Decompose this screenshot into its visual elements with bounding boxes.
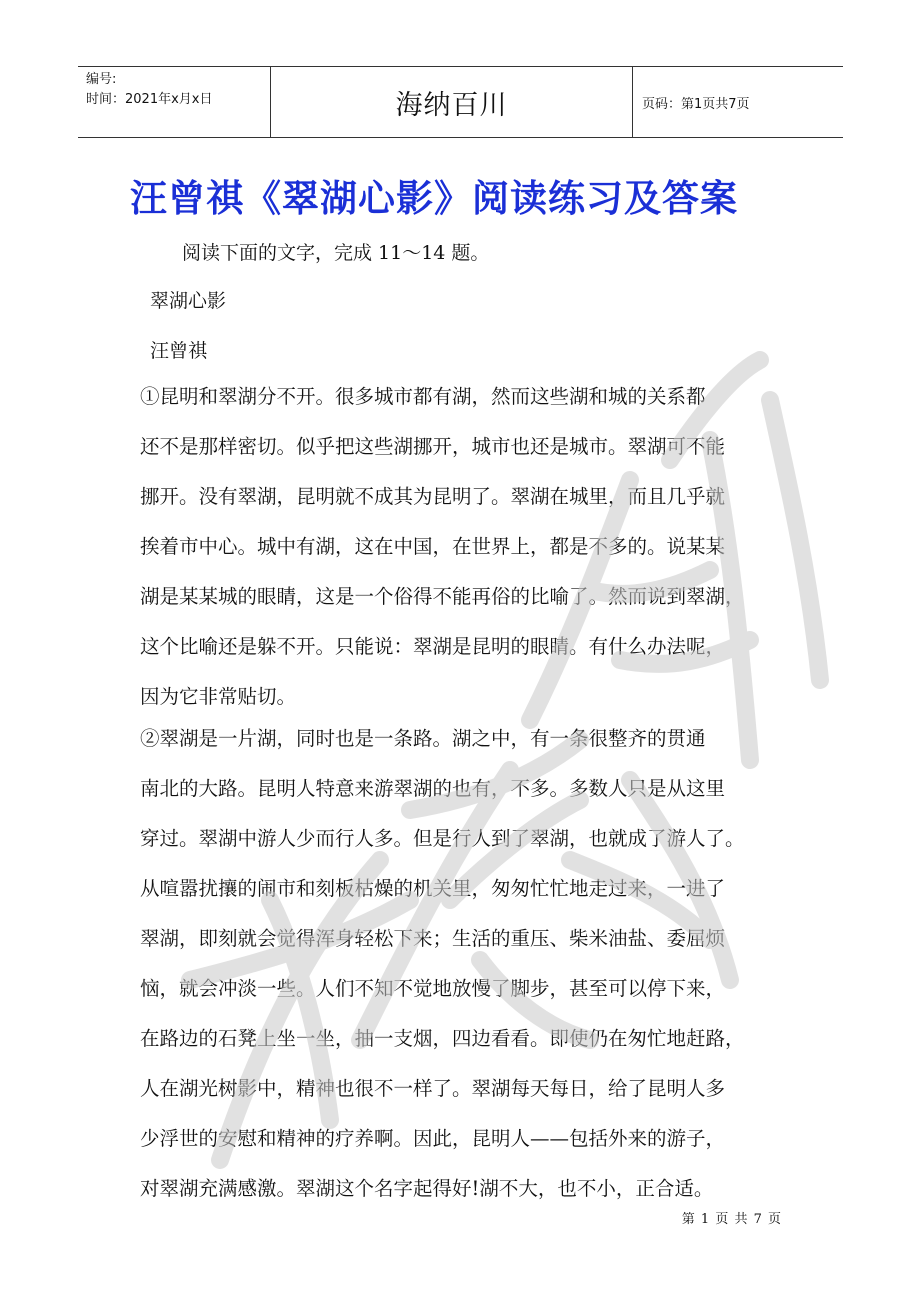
reading-instruction: 阅读下面的文字，完成 11～14 题。 <box>182 242 490 264</box>
header-brand: 海纳百川 <box>271 67 633 137</box>
paragraph-2 <box>140 714 790 1214</box>
paragraph-line: 还不是那样密切。似乎把这些湖挪开，城市也还是城市。翠湖可不能 <box>140 435 726 458</box>
paragraph-line: 湖是某某城的眼睛，这是一个俗得不能再俗的比喻了。然而说到翠湖， <box>140 585 745 608</box>
paragraph-line: 穿过。翠湖中游人少而行人多。但是行人到了翠湖，也就成了游人了。 <box>140 827 745 850</box>
paragraph-line: 在路边的石凳上坐一坐，抽一支烟，四边看看。即使仍在匆忙地赶路， <box>140 1027 745 1050</box>
page-header <box>78 66 843 138</box>
paragraph-line: 挨着市中心。城中有湖，这在中国，在世界上，都是不多的。说某某 <box>140 535 726 558</box>
paragraph-line: 少浮世的安慰和精神的疗养啊。因此，昆明人——包括外来的游子， <box>140 1127 726 1150</box>
paragraph-line: 挪开。没有翠湖，昆明就不成其为昆明了。翠湖在城里，而且几乎就 <box>140 485 726 508</box>
header-meta <box>78 67 271 137</box>
paragraph-line: 这个比喻还是躲不开。只能说：翠湖是昆明的眼睛。有什么办法呢， <box>140 635 726 658</box>
paragraph-line: 从喧嚣扰攘的闹市和刻板枯燥的机关里，匆匆忙忙地走过来，一进了 <box>140 877 726 900</box>
essay-author: 汪曾祺 <box>150 340 208 362</box>
paragraph-line: 翠湖，即刻就会觉得浑身轻松下来；生活的重压、柴米油盐、委屈烦 <box>140 927 726 950</box>
document-title: 汪曾祺《翠湖心影》阅读练习及答案 <box>130 176 738 220</box>
page-footer: 第 1 页 共 7 页 <box>681 1212 782 1227</box>
paragraph-line: 南北的大路。昆明人特意来游翠湖的也有，不多。多数人只是从这里 <box>140 777 726 800</box>
header-page-info: 页码：第1页共7页 <box>642 96 750 112</box>
document-number-label: 编号: <box>86 72 117 87</box>
paragraph-line: ②翠湖是一片湖，同时也是一条路。湖之中，有一条很整齐的贯通 <box>140 727 706 750</box>
essay-title: 翠湖心影 <box>150 290 227 312</box>
paragraph-line: 恼，就会冲淡一些。人们不知不觉地放慢了脚步，甚至可以停下来， <box>140 977 726 1000</box>
paragraph-line: 人在湖光树影中，精神也很不一样了。翠湖每天每日，给了昆明人多 <box>140 1077 726 1100</box>
document-time-label: 时间：2021年x月x日 <box>86 92 213 107</box>
paragraph-line: 对翠湖充满感激。翠湖这个名字起得好!湖不大，也不小，正合适。 <box>140 1177 714 1200</box>
paragraph-1 <box>140 372 790 722</box>
paragraph-line: 因为它非常贴切。 <box>140 685 297 708</box>
paragraph-line: ①昆明和翠湖分不开。很多城市都有湖，然而这些湖和城的关系都 <box>140 385 706 408</box>
